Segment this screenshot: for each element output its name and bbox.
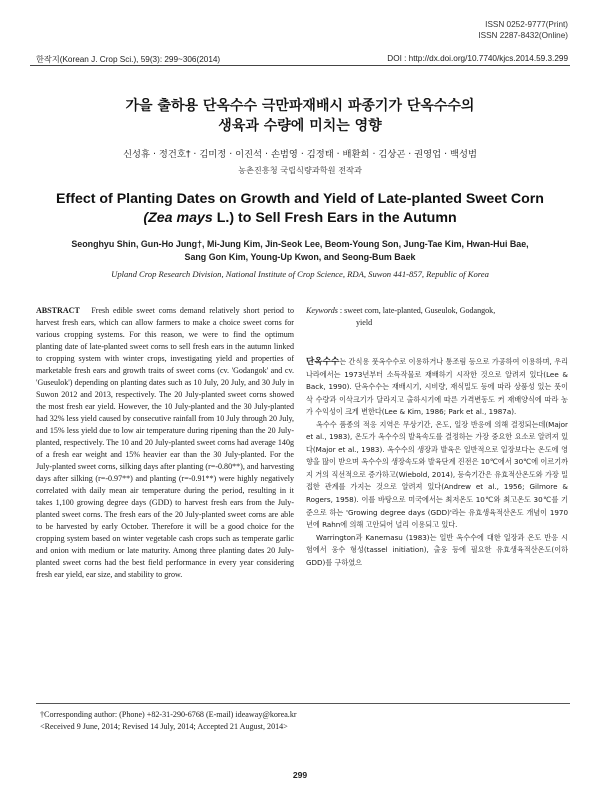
header-rule — [30, 65, 570, 66]
paragraph-1-text: 는 간식용 풋옥수수로 이용하거나 통조림 등으로 가공하여 이용하며, 우리나라에서는 1973년부터 소득작물로 재배하기 시작한 것으로 알려져 있다(Lee & Back, 1990). 단옥수수는 재배시기, 시비량, 재식밀도 등에 따라 상품성 있는 풋이삭 수량과 이삭크기가 달라지고 출하시기에 따른 가격변동도 커 재배양식에 따라 농가 수익성이 크게 변한다(Lee & Kim, 1986; Park et al., 1987a). — [306, 357, 568, 417]
english-title-line-1: Effect of Planting Dates on Growth and Yield of Late-planted Sweet Corn — [56, 191, 544, 207]
footnote-rule — [36, 703, 570, 704]
korean-title — [0, 96, 600, 136]
keywords-text: : sweet corn, late-planted, Guseulok, Godangok, — [339, 306, 496, 315]
issn-block — [478, 20, 568, 41]
body-paragraph-3: Warrington과 Kanemasu (1983)는 일반 옥수수에 대한 일장과 온도 반응 시험에서 웅수 형성(tassel initiation), 출웅 등에 필요한 유효생육적산온도(이하 GDD)를 구하였으 — [306, 532, 568, 567]
english-title — [0, 190, 600, 227]
issn-online: ISSN 2287-8432(Online) — [478, 30, 568, 40]
keywords — [306, 305, 568, 329]
page-number: 299 — [292, 770, 308, 780]
footnote — [40, 709, 570, 733]
korean-title-line-2: 생육과 수량에 미치는 영향 — [218, 118, 382, 134]
abstract-label: ABSTRACT — [36, 306, 80, 315]
english-authors-line-1: Seonghyu Shin, Gun-Ho Jung†, Mi-Jung Kim, Jin-Seok Lee, Beom-Young Son, Jung-Tae Kim, Hwan-Hui Bae, — [71, 239, 529, 249]
english-authors — [40, 238, 560, 264]
species-name: (Zea mays — [143, 209, 213, 226]
abstract — [36, 305, 294, 581]
corresponding-author: †Corresponding author: (Phone) +82-31-290-6768 (E-mail) ideaway@korea.kr — [40, 710, 297, 719]
journal-reference: 한작지(Korean J. Crop Sci.), 59(3): 299~306(2014) — [36, 55, 221, 64]
korean-authors: 신성휴 · 정건호† · 김미정 · 이진석 · 손범영 · 김정태 · 배환희 · 김상곤 · 권영업 · 백성범 — [123, 149, 477, 160]
abstract-text: Fresh edible sweet corns demand relatively short period to harvest fresh ears, which can allow farmers to make a choice sweet corns for various cropping systems. For this reason, we were to find the optimum planting date of late-planted sweet corns to sell fresh ears in the autumn linked to cropping system with winter crops, investigating yield and properties of marketable fresh ears and growth traits of sweet corns (cv. 'Godangok' and cv. 'Guseulok') depending on planting dates such as 10 July, 20 July, and 30 July in Suwon 2012 and 2013, respectively. The 20 July-planted sweet corns showed the most fresh ear yield. However, the 10 July-planted and the 30 July-planted had 32% less yield caused by consecutive rainfall from 10 July through 20 July, and 15% less yield due to low air temperature during ripening than the 20 July-planted, respectively. The 10 and 20 July-planted sweet corns had average 140g of a fresh ear weight and 15% heavier ear than the 30 July-planted. For the July-planted sweet corns, silking days after planting (r=-0.80**), and harvesting days after silking (r=-0.97**) and planting (r=-0.91**) were highly negatively correlated with daily mean air temperature during the period, resulting in it takes 1,100 growing degree days (GDD) to harvest fresh ears from the July-planted sweet corns. The fresh ears of the 20 July-planted sweet corns are able to be harvested by early October. Therefore it will be a good choice for the cropping system based on winter vegetable cash crops such as temperate garlic and onion with medium or late maturity. Among three planting dates 20 July-planted sweet corns had the best field performance in every year considering fresh ear yield, ear size, and stability to grow. — [36, 306, 294, 579]
english-title-line-2 — [0, 209, 600, 228]
issn-print: ISSN 0252-9777(Print) — [485, 20, 568, 29]
doi-link[interactable]: DOI : http://dx.doi.org/10.7740/kjcs.2014.59.3.299 — [387, 54, 568, 63]
english-title-line-2-rest: L.) to Sell Fresh Ears in the Autumn — [212, 209, 457, 226]
keywords-text-cont: yield — [356, 318, 373, 327]
received-dates: <Received 9 June, 2014; Revised 14 July, 2014; Accepted 21 August, 2014> — [40, 722, 288, 731]
keywords-label: Keywords — [306, 306, 338, 315]
korean-affiliation: 농촌진흥청 국립식량과학원 전작과 — [238, 165, 362, 175]
korean-title-line-1: 가을 출하용 단옥수수 극만파재배시 파종기가 단옥수수의 — [125, 98, 475, 114]
english-affiliation: Upland Crop Research Division, National Institute of Crop Science, RDA, Suwon 441-857, Republic of Korea — [111, 269, 489, 279]
english-authors-line-2: Sang Gon Kim, Young-Up Kwon, and Seong-Bum Baek — [184, 252, 416, 262]
lead-word: 단옥수수 — [306, 357, 340, 367]
body-paragraph-2: 옥수수 품종의 적응 지역은 무상기간, 온도, 일장 반응에 의해 결정되는데(Major et al., 1983), 온도가 옥수수의 발육속도를 결정하는 가장 중요한 요소로 알려져 있다(Major et al., 1983). 옥수수의 생장과 발육은 일반적으로 일장보다는 온도에 영향을 많이 받으며 옥수수의 생장속도와 발육단계 진전은 10℃에서 30℃에 이르기까지 거의 직선적으로 증가하고(Wiebold, 2014), 등숙기간은 유효적산온도와 가장 밀접한 관계를 가지는 것으로 알려져 있다(Andrew et al., 1956; Gilmore & Rogers, 1958). 이를 바탕으로 미국에서는 최저온도 10℃와 최고온도 30℃를 기준으로 하는 'Growing degree days (GDD)'라는 유효생육적산온도 개념이 1970년에 Rahn에 의해 고안되어 널리 이용되고 있다. — [306, 419, 568, 530]
body-text — [306, 356, 568, 569]
body-paragraph-1 — [306, 356, 568, 419]
